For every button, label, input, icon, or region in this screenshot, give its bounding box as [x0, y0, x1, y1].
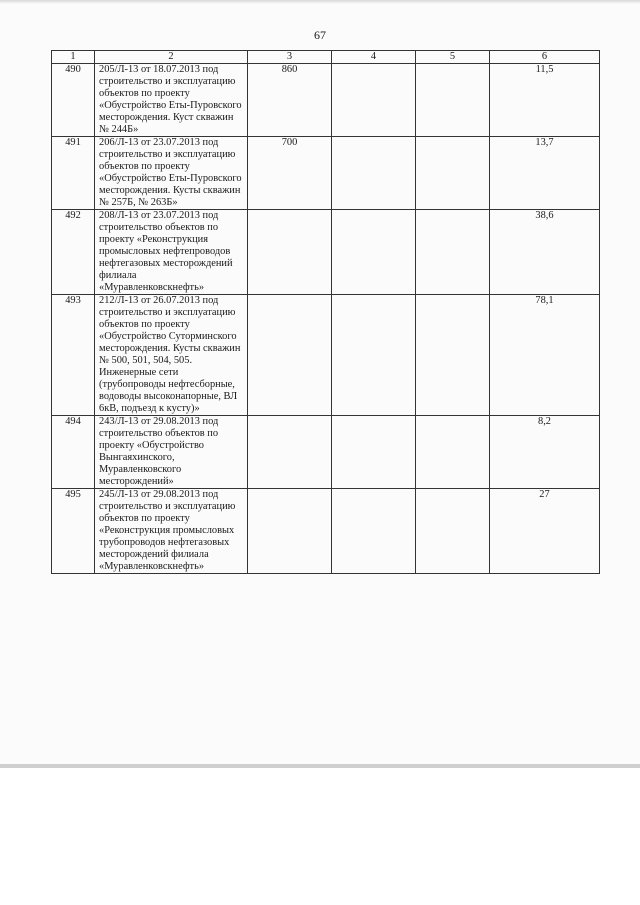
row-col3: 700	[248, 137, 332, 210]
table-row	[52, 137, 600, 210]
row-number: 491	[52, 137, 95, 210]
row-col4	[332, 137, 416, 210]
page-number: 67	[314, 28, 326, 42]
row-number: 490	[52, 64, 95, 137]
table-row	[52, 210, 600, 295]
row-col3	[248, 210, 332, 295]
row-col5	[416, 416, 490, 489]
row-description: 245/Л-13 от 29.08.2013 под строительство и эксплуатацию объектов по проекту «Реконструкция промысловых трубопроводов нефтегазовых месторождений филиала «Муравленковскнефть»	[95, 489, 248, 574]
row-number: 493	[52, 295, 95, 416]
row-col6: 13,7	[490, 137, 600, 210]
row-col3	[248, 295, 332, 416]
row-description: 212/Л-13 от 26.07.2013 под строительство и эксплуатацию объектов по проекту «Обустройство Суторминского месторождения. Кусты скважин № 500, 501, 504, 505. Инженерные сети (трубопроводы нефтесборные, водоводы высоконапорные, ВЛ 6кВ, подъезд к кусту)»	[95, 295, 248, 416]
row-col6: 8,2	[490, 416, 600, 489]
row-col4	[332, 64, 416, 137]
row-col4	[332, 210, 416, 295]
lease-table	[51, 50, 600, 574]
header-col-6: 6	[490, 51, 600, 64]
row-col3	[248, 489, 332, 574]
row-col6: 27	[490, 489, 600, 574]
row-col6: 38,6	[490, 210, 600, 295]
row-description: 208/Л-13 от 23.07.2013 под строительство объектов по проекту «Реконструкция промысловых нефтепроводов нефтегазовых месторождений филиала «Муравленковскнефть»	[95, 210, 248, 295]
table-header-row	[52, 51, 600, 64]
header-col-5: 5	[416, 51, 490, 64]
row-col5	[416, 64, 490, 137]
row-col5	[416, 295, 490, 416]
page-top-edge	[0, 0, 640, 4]
row-col5	[416, 210, 490, 295]
row-col6: 11,5	[490, 64, 600, 137]
row-col5	[416, 137, 490, 210]
header-col-4: 4	[332, 51, 416, 64]
row-col3	[248, 416, 332, 489]
row-col6: 78,1	[490, 295, 600, 416]
row-number: 492	[52, 210, 95, 295]
row-number: 495	[52, 489, 95, 574]
header-col-1: 1	[52, 51, 95, 64]
table-row	[52, 416, 600, 489]
table-row	[52, 64, 600, 137]
row-description: 205/Л-13 от 18.07.2013 под строительство и эксплуатацию объектов по проекту «Обустройство Еты-Пуровского месторождения. Куст скважин № 244Б»	[95, 64, 248, 137]
row-col4	[332, 416, 416, 489]
row-col4	[332, 295, 416, 416]
row-description: 206/Л-13 от 23.07.2013 под строительство и эксплуатацию объектов по проекту «Обустройство Еты-Пуровского месторождения. Кусты скважин № 257Б, № 263Б»	[95, 137, 248, 210]
table-row	[52, 489, 600, 574]
row-col5	[416, 489, 490, 574]
page-bottom-edge	[0, 764, 640, 768]
row-col4	[332, 489, 416, 574]
table-row	[52, 295, 600, 416]
header-col-3: 3	[248, 51, 332, 64]
header-col-2: 2	[95, 51, 248, 64]
row-col3: 860	[248, 64, 332, 137]
row-number: 494	[52, 416, 95, 489]
row-description: 243/Л-13 от 29.08.2013 под строительство объектов по проекту «Обустройство Вынгаяхинского, Муравленковского месторождений»	[95, 416, 248, 489]
